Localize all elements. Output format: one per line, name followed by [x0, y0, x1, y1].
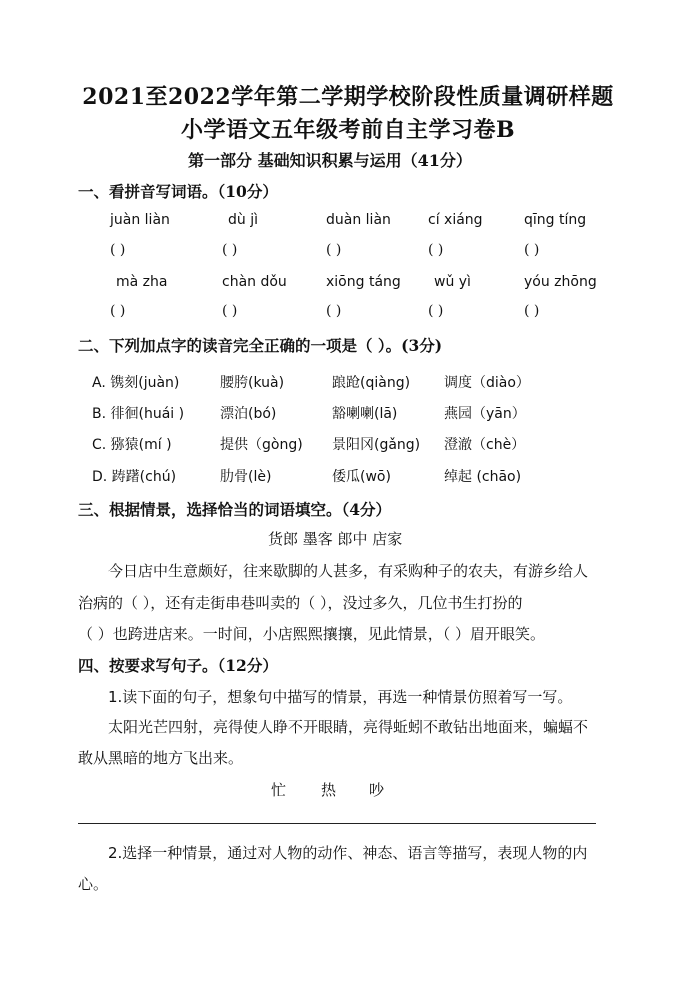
word-bank: 货郎 墨客 郎中 店家	[268, 530, 403, 548]
pinyin: dù jì	[228, 212, 258, 228]
pinyin: wǔ yì	[434, 274, 471, 290]
pinyin: duàn liàn	[326, 212, 391, 228]
pinyin: qīng tíng	[524, 212, 587, 228]
option-d-item: 绰起 (chāo)	[444, 469, 522, 485]
section1-heading: 一、看拼音写词语。（10分）	[78, 182, 278, 201]
option-a-item: 调度（diào）	[444, 375, 530, 391]
option-c-item: 景阳冈(gǎng)	[332, 437, 421, 453]
answer-blank[interactable]: ( )	[110, 303, 126, 319]
answer-blank[interactable]: ( )	[222, 303, 238, 319]
pinyin: mà zha	[116, 274, 168, 290]
answer-blank[interactable]: ( )	[326, 303, 342, 319]
option-a-item: 踉跄(qiàng)	[332, 375, 411, 391]
question-2-line: 心。	[78, 875, 109, 893]
answer-blank[interactable]: ( )	[428, 303, 444, 319]
option-d-item: 肋骨(lè)	[220, 469, 272, 485]
example-sentence-line: 太阳光芒四射，亮得使人睁不开眼睛，亮得蚯蚓不敢钻出地面来，蝙蝠不	[108, 718, 589, 736]
section4-heading: 四、按要求写句子。（12分）	[78, 656, 278, 675]
section2-heading: 二、下列加点字的读音完全正确的一项是（ ）。(3分)	[78, 336, 443, 355]
question-2-line: 2.选择一种情景，通过对人物的动作、神态、语言等描写，表现人物的内	[108, 844, 588, 862]
pinyin: juàn liàn	[110, 212, 170, 228]
pinyin: chàn dǒu	[222, 274, 287, 290]
option-c-item: C. 猕猿(mí )	[92, 437, 172, 453]
exam-title-line2: 小学语文五年级考前自主学习卷B	[180, 117, 516, 143]
option-b-item: B. 徘徊(huái )	[92, 406, 185, 422]
pinyin: xiōng táng	[326, 274, 401, 290]
answer-blank[interactable]: ( )	[524, 242, 540, 258]
answer-blank[interactable]: ( )	[110, 242, 126, 258]
answer-line[interactable]	[78, 823, 596, 824]
paragraph-line: （ ）也跨进店来。一时间，小店熙熙攘攘，见此情景，（ ）眉开眼笑。	[78, 625, 546, 643]
option-a-item: 腰胯(kuà)	[220, 375, 285, 391]
part-one-heading: 第一部分 基础知识积累与运用（41分）	[188, 151, 472, 170]
scene-choice: 热	[321, 781, 337, 799]
scene-choice: 吵	[369, 781, 385, 799]
scene-choice: 忙	[271, 781, 287, 799]
option-b-item: 豁喇喇(lā)	[332, 406, 398, 422]
paragraph-line: 治病的（ ），还有走街串巷叫卖的（ ），没过多久，几位书生打扮的	[78, 594, 523, 612]
exam-title-line1: 2021至2022学年第二学期学校阶段性质量调研样题	[82, 84, 614, 110]
pinyin: yóu zhōng	[524, 274, 597, 290]
option-d-item: 倭瓜(wō)	[332, 469, 391, 485]
option-a-item: A. 镌刻(juàn)	[92, 375, 180, 391]
pinyin: cí xiáng	[428, 212, 483, 228]
paragraph-line: 今日店中生意颇好，往来歇脚的人甚多，有采购种子的农夫，有游乡给人	[108, 562, 589, 580]
section3-heading: 三、根据情景，选择恰当的词语填空。（4分）	[78, 500, 392, 519]
option-c-item: 提供（gòng)	[220, 437, 303, 453]
answer-blank[interactable]: ( )	[326, 242, 342, 258]
option-b-item: 燕园（yān）	[444, 406, 526, 422]
example-sentence-line: 敢从黑暗的地方飞出来。	[78, 749, 244, 767]
answer-blank[interactable]: ( )	[428, 242, 444, 258]
option-d-item: D. 踌躇(chú)	[92, 469, 177, 485]
option-b-item: 漂泊(bó)	[220, 406, 277, 422]
answer-blank[interactable]: ( )	[222, 242, 238, 258]
answer-blank[interactable]: ( )	[524, 303, 540, 319]
question-1: 1.读下面的句子，想象句中描写的情景，再选一种情景仿照着写一写。	[108, 688, 573, 706]
option-c-item: 澄澈（chè）	[444, 437, 526, 453]
